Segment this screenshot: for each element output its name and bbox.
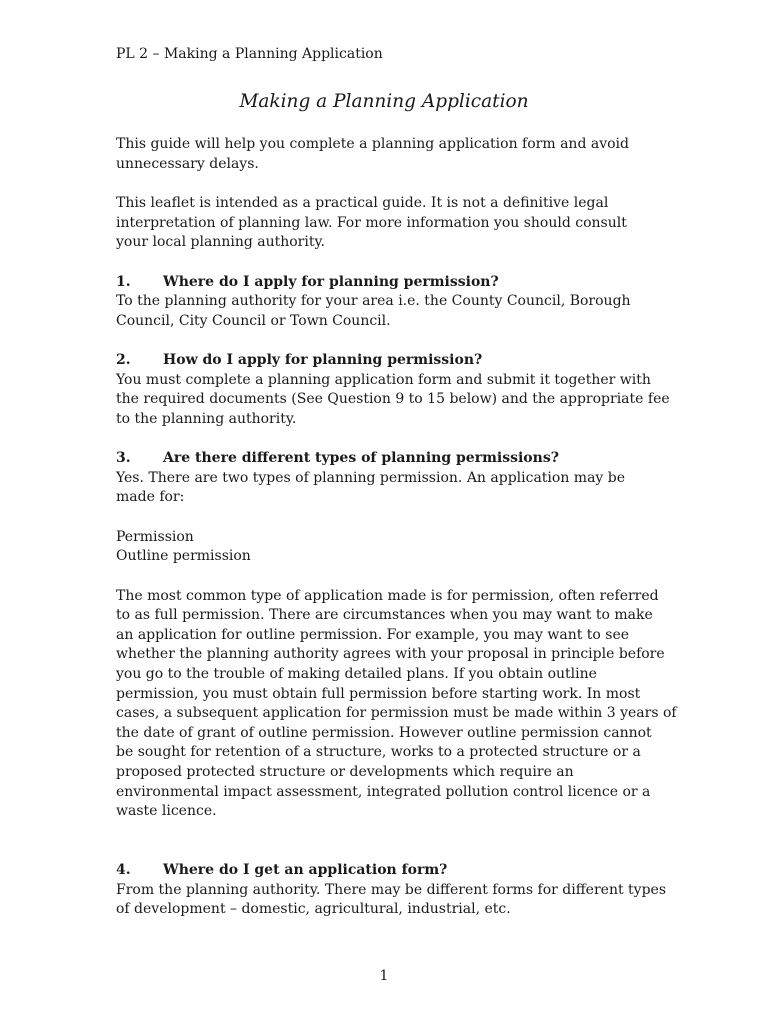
question-3-heading bbox=[116, 448, 559, 468]
question-number: 2. bbox=[116, 352, 131, 368]
disclaimer-line: interpretation of planning law. For more information you should consult bbox=[116, 215, 627, 231]
explanation-line: be sought for retention of a structure, works to a protected structure or a bbox=[116, 744, 641, 760]
answer-line: Yes. There are two types of planning permission. An application may be bbox=[116, 470, 626, 486]
answer-line: of development – domestic, agricultural, industrial, etc. bbox=[116, 901, 511, 917]
explanation-line: to as full permission. There are circumstances when you may want to make bbox=[116, 607, 653, 623]
explanation-line: proposed protected structure or developments which require an bbox=[116, 764, 574, 780]
permission-type: Outline permission bbox=[116, 548, 251, 564]
explanation-line: permission, you must obtain full permission before starting work. In most bbox=[116, 686, 641, 702]
question-number: 1. bbox=[116, 274, 131, 290]
explanation-line: environmental impact assessment, integrated pollution control licence or a bbox=[116, 784, 651, 800]
running-header: PL 2 – Making a Planning Application bbox=[116, 46, 383, 62]
intro-line: This guide will help you complete a planning application form and avoid bbox=[116, 136, 629, 152]
answer-line: made for: bbox=[116, 489, 185, 505]
explanation-line: cases, a subsequent application for permission must be made within 3 years of bbox=[116, 705, 677, 721]
page-number: 1 bbox=[379, 968, 389, 984]
question-text: Are there different types of planning permissions? bbox=[163, 450, 559, 466]
question-2-heading bbox=[116, 350, 482, 370]
answer-line: to the planning authority. bbox=[116, 411, 297, 427]
document-title: Making a Planning Application bbox=[239, 91, 529, 112]
explanation-line: The most common type of application made is for permission, often referred bbox=[116, 588, 659, 604]
answer-line: the required documents (See Question 9 to 15 below) and the appropriate fee bbox=[116, 391, 670, 407]
question-number: 4. bbox=[116, 862, 131, 878]
explanation-line: waste licence. bbox=[116, 803, 217, 819]
explanation-line: the date of grant of outline permission. However outline permission cannot bbox=[116, 725, 652, 741]
answer-line: To the planning authority for your area i.e. the County Council, Borough bbox=[116, 293, 631, 309]
disclaimer-line: your local planning authority. bbox=[116, 234, 325, 250]
question-text: Where do I get an application form? bbox=[163, 862, 448, 878]
answer-line: From the planning authority. There may be different forms for different types bbox=[116, 882, 667, 898]
permission-type: Permission bbox=[116, 529, 194, 545]
explanation-line: you go to the trouble of making detailed plans. If you obtain outline bbox=[116, 666, 597, 682]
explanation-line: an application for outline permission. For example, you may want to see bbox=[116, 627, 630, 643]
answer-line: Council, City Council or Town Council. bbox=[116, 313, 391, 329]
question-4-heading bbox=[116, 860, 447, 880]
question-text: How do I apply for planning permission? bbox=[163, 352, 483, 368]
explanation-line: whether the planning authority agrees with your proposal in principle before bbox=[116, 646, 665, 662]
disclaimer-line: This leaflet is intended as a practical guide. It is not a definitive legal bbox=[116, 195, 609, 211]
question-1-heading bbox=[116, 272, 499, 292]
question-text: Where do I apply for planning permission? bbox=[163, 274, 499, 290]
answer-line: You must complete a planning application form and submit it together with bbox=[116, 372, 651, 388]
intro-line: unnecessary delays. bbox=[116, 156, 259, 172]
question-number: 3. bbox=[116, 450, 131, 466]
